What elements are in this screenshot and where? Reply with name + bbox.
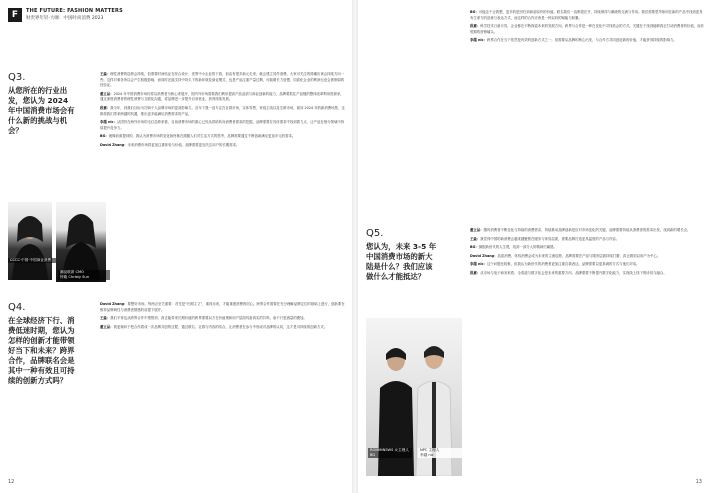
answer-paragraph (100, 143, 346, 149)
speaker-name: 段嘉： (470, 270, 481, 275)
portrait-photo-1 (8, 202, 52, 280)
answer-text: 我今年，到我们目标为打响个人品牌市场的更高影响力。近年下我一直专注在社群市场，实体零售、家庭主线以及生鲜市场，面向 2024 年的新消费场景，这都将我们带来跨越的机遇，推出更多能满足消费需求的产品。 (100, 105, 345, 116)
answer-paragraph (470, 237, 704, 243)
answer-paragraph (470, 245, 704, 251)
question-number: Q4. (8, 302, 26, 313)
answer-paragraph (100, 106, 346, 117)
answer-paragraph (100, 72, 346, 89)
speaker-name: BG： (470, 245, 479, 250)
speaker-name: BG： (100, 134, 109, 139)
speaker-name: 王淼： (100, 72, 111, 76)
q4-answers (100, 302, 346, 333)
answer-text: 拥抱新世代的人生观，找到一部分人的精神归属感。 (478, 245, 557, 250)
answer-text: 要想好市场。每两点至关重要：首先是“长期主义”，重视未来，才能重建消费的信心。跨界合作需要在充分理解品牌定位的基础上进行，创新要在维持品牌调性与消费者情感的前提下展开。 (100, 302, 345, 312)
speaker-name: 段嘉： (470, 24, 481, 29)
header-subtitle: 财责界年轻·大咖：中国时尚消费 2023 (26, 16, 104, 21)
speaker-name: David Zhang： (470, 253, 498, 258)
answer-paragraph (470, 254, 704, 260)
answer-paragraph (470, 24, 704, 35)
question-text: 在全球经济下行、消费低迷时期，您认为怎样的创新才能带领好当下和未来？跨界合作，品牌联名会是其中一种有效且可持续的创新方式吗？ (8, 316, 75, 385)
answer-paragraph (100, 302, 346, 313)
speaker-name: David Zhang： (100, 142, 128, 147)
answer-paragraph (100, 120, 346, 131)
question-5 (366, 228, 438, 282)
q3-answers (100, 72, 346, 152)
answer-text: 这个问题比较难，但我认为新世代的消费者更加注重自我表达，品牌需要以更真诚的方式与他们对话。 (486, 262, 640, 267)
header-text (26, 8, 123, 22)
answer-paragraph (100, 325, 346, 331)
answer-text: 我觉得中国的新消费会越来越聚焦在服务与体验层面，需要品牌打造更具温度的产品与内容。 (480, 236, 620, 241)
photo-caption-2: 潮品联席 CMO 钟璇 Christy Sun (58, 270, 110, 280)
answer-text: 未来消费市场将更加注重体验与价值，品牌需要更加关注用户的长期需求。 (127, 142, 240, 147)
photo-caption-1: CCCC·中国·中国商业消费 (8, 258, 56, 263)
left-page (0, 0, 352, 493)
page-number-right: 13 (695, 479, 702, 485)
answer-text: 就像前面提到的，我认为消费市场的变化始终都在跟随人们对生活方式的思考，品牌需要通过不断创新满足更加多元的需求。 (108, 134, 296, 139)
speaker-name: 董立品： (100, 91, 114, 96)
answer-paragraph (470, 10, 704, 21)
speaker-name: BG： (470, 10, 479, 14)
answer-paragraph (100, 316, 346, 322)
answer-paragraph (100, 134, 346, 140)
speaker-name: 李越 nic： (470, 38, 487, 43)
answer-text: 可能这个让我想，更多的是回归到商品原有的价值。联名我们一直都很在开，持续保持与潮流的交流与作用。我们需要思考如何在新的产品中找到更具有生命力的创意与表达方式，而这样的合作应该是一种双向的赋能与积累。 (470, 10, 703, 20)
answer-paragraph (470, 271, 704, 277)
answer-paragraph (470, 262, 704, 268)
q5-answers (470, 228, 704, 280)
answer-text: 从市场与电子商务来看，全渠道与数字化会是未来的重要方向，品牌需要不断提升数字化能力，实现线上线下的协同与融合。 (480, 270, 667, 275)
photo-caption-left: ROMMINSWS 女主理人 BG (368, 448, 412, 458)
question-text: 从您所在的行业出发，您认为 2024 年中国消费市场会有什么新的挑战与机会？ (8, 86, 75, 135)
speaker-name: 李越 nic： (100, 120, 117, 125)
speaker-name: 李越 nic： (470, 262, 487, 267)
continued-answers (470, 10, 704, 47)
answer-paragraph (470, 38, 704, 44)
question-number: Q3. (8, 72, 26, 83)
answer-text: 2024 年中国消费市场仍将以消费者为核心来展开，国内外市场需要我们利用提高产品品质与商业创新的能力，品牌要抓住产品链的整体改革利用资源来，通过深度消费者的理性消费与互联化沟通，将品牌进一步提升自身营业，获得持续发展。 (100, 91, 344, 102)
answer-text: 品质消费、体验消费会成为未来的主流趋势，品牌需要在产品与服务层面持续打磨，真正做到以用户为中心。 (497, 253, 661, 258)
answer-paragraph (100, 92, 346, 103)
answer-text: 我更倾向于把合作看成一次品牌共创的过程，通过联名、社群与内容的结合，让消费者在参与中形成对品牌的认同，这才是可持续的创新方式。 (113, 324, 328, 329)
page-number-left: 12 (8, 479, 15, 485)
answer-text: 从国货在海外市场的走红趋势来看，目前消费市场的重心已经从供给转向消费者需求的挖掘，品牌需要在具体需求中找到着力点，让产品在细分领域中持续提升竞争力。 (100, 120, 345, 130)
right-page (358, 0, 710, 493)
answer-paragraph (470, 228, 704, 234)
answer-text: 理性消费的趋势会持续，但需要时间验证在综合设计、世界中小企业的下游，但由有很多新元走来，就会建立其作消费。大家可关注的简潮应该会持续方向一些。这样对事务所以会产生积极影响，而同时还能支持中持久下的新环境及商业模式，也是产品注重产量过剩，可能增长力放慢，同质化企业的利润无论会被削弱的经验证。 (100, 72, 345, 88)
question-text: 您认为，未来 3-5 年中国消费市场的新大陆是什么？我们应该做什么才能抵达？ (366, 242, 437, 281)
speaker-name: 董立品： (100, 324, 114, 329)
answer-text: 跨界合作在当下依然是有效的创新方式之一，但需要从品牌的核心出发，与合作方共同创造新的价值，才能获得持续的影响力。 (486, 38, 677, 43)
question-number: Q5. (366, 228, 384, 239)
speaker-name: 王淼： (470, 236, 481, 241)
speaker-name: 王淼： (100, 316, 111, 321)
photo-caption-right: NPC 主理人 李越 nic (418, 448, 462, 458)
answer-text: 我们平常也从跨界合作中观察到，真正能带来长期价值的跨界需要双方在价值观和用户层面具备真实的共鸣，而不只是流量的叠加。 (110, 316, 307, 321)
question-4 (8, 302, 80, 386)
header-title: THE FUTURE: FASHION MATTERS (26, 8, 123, 14)
answer-text: 科学技术日新月异，企业都在不断探索未来的发展方向。跨界与合作是一种在变化中寻找机会的方式，关键在于找到能够真正打动消费者的价值，而非短期的营销噱头。 (470, 24, 704, 34)
magazine-logo: F (8, 8, 22, 22)
speaker-name: 董立品： (470, 228, 484, 232)
speaker-name: David Zhang： (100, 302, 128, 306)
speaker-name: 段嘉： (100, 105, 111, 110)
answer-text: 随时消费者不断变化与持续的消费需求，持续推动品牌创新是应对市场变化的关键，品牌需要持续从消费者的需求出发，找到新的增长点。 (483, 228, 691, 232)
page-header (8, 8, 123, 22)
question-3 (8, 72, 78, 136)
